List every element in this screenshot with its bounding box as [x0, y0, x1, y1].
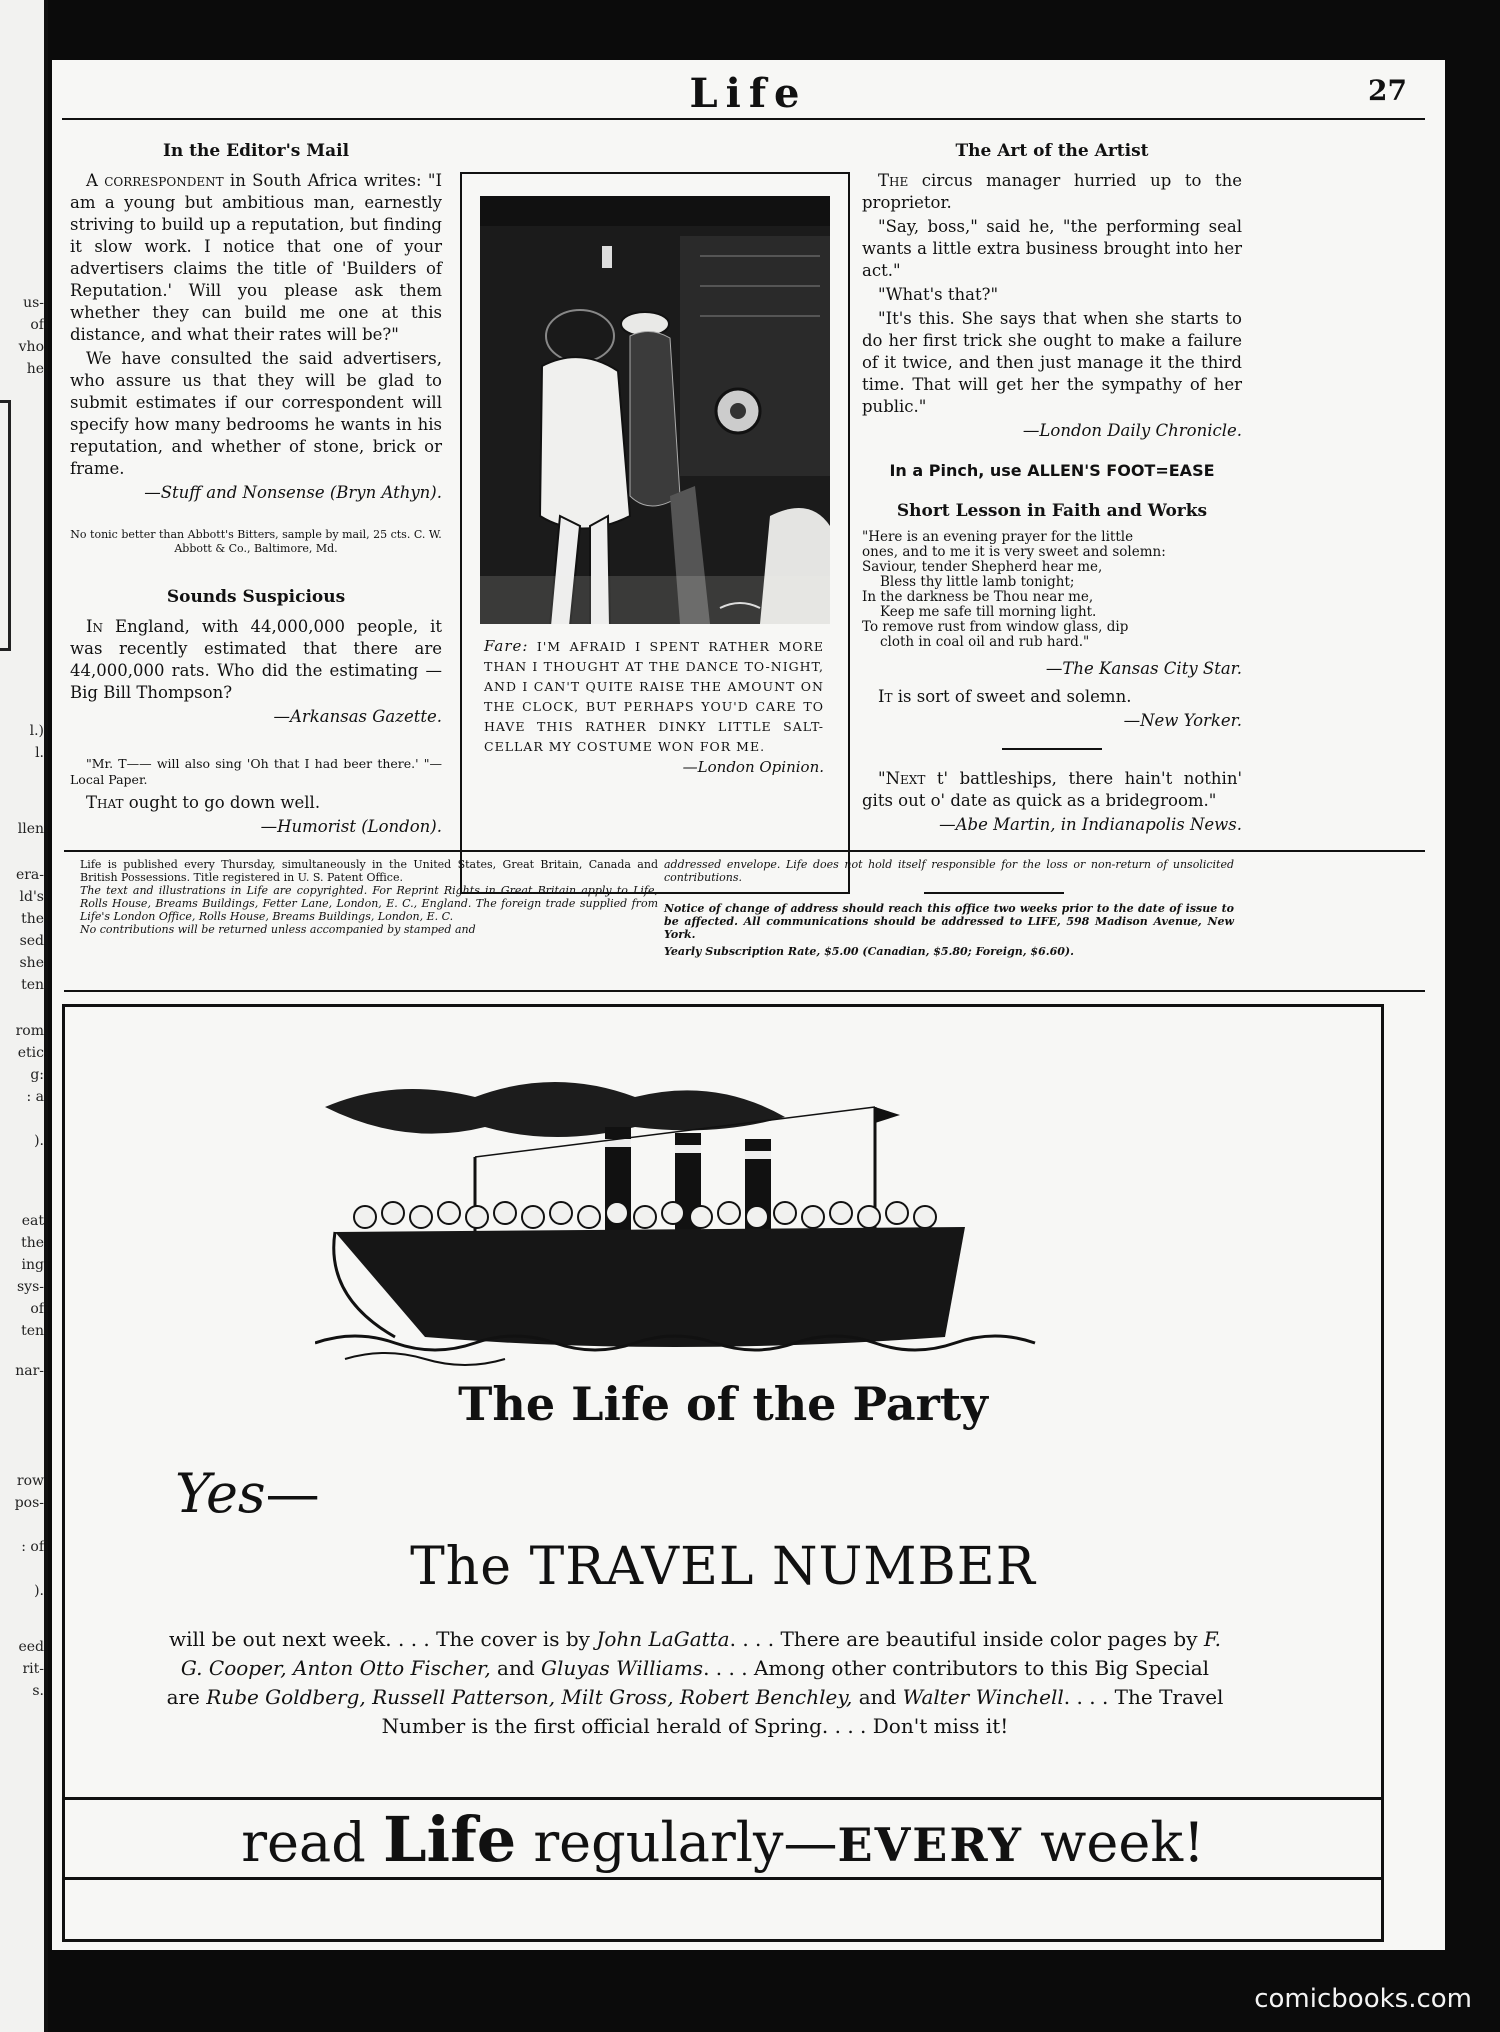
- attribution: —Stuff and Nonsense (Bryn Athyn).: [144, 483, 442, 502]
- ad-body: [165, 1625, 1225, 1741]
- banner-life: Life: [382, 1803, 517, 1876]
- banner-dash: —: [783, 1811, 838, 1874]
- site-watermark: comicbooks.com: [1254, 1984, 1472, 2014]
- lead-word: In: [86, 617, 104, 636]
- travel-number-advert: [62, 1004, 1384, 1942]
- banner-read: read: [241, 1811, 383, 1874]
- left-column: [70, 140, 442, 844]
- article-title: In the Editor's Mail: [162, 141, 350, 161]
- ship-illustration: [315, 1067, 1045, 1367]
- fragment: era-: [15, 867, 44, 883]
- abbott-notice: No tonic better than Abbott's Bitters, sample by mail, 25 cts. C. W. Abbott & Co., Baltimore, Md.: [70, 528, 442, 555]
- attribution: —London Daily Chronicle.: [1022, 421, 1242, 440]
- cartoon-illustration: [480, 196, 830, 624]
- lead-word: "Next: [878, 769, 926, 788]
- article-title: Short Lesson in Faith and Works: [896, 501, 1208, 521]
- quote-line: cloth in coal oil and rub hard.": [880, 634, 1090, 650]
- border-fragment: [0, 400, 11, 651]
- attribution: —Abe Martin, in Indianapolis News.: [939, 815, 1242, 834]
- attribution: —Arkansas Gazette.: [273, 707, 442, 726]
- attribution: —The Kansas City Star.: [1045, 659, 1242, 678]
- quote-line: To remove rust from window glass, dip: [862, 619, 1129, 635]
- allens-advert: In a Pinch, use ALLEN'S FOOT=EASE: [889, 461, 1215, 480]
- fragment: ten: [21, 1323, 44, 1339]
- paragraph: We have consulted the said advertisers, who assure us that they will be glad to submit estimates if our correspondent will specify how many bedrooms he wants in his reputation, and whether of stone, brick or frame.: [70, 349, 442, 478]
- paragraph-text: in South Africa writes: "I am a young but ambitious man, earnestly striving to build up a reputation, but finding it slow work. I notice that one of your advertisers claims the title of 'Builders of Reputation.' Will you please ask them whether they can build me one at this distance, and what their rates will be?": [70, 171, 443, 344]
- quote-line: Bless thy little lamb tonight;: [880, 574, 1075, 590]
- fragment: row: [16, 1473, 44, 1489]
- banner-rule: [65, 1797, 1381, 1800]
- paragraph: "What's that?": [878, 285, 999, 304]
- fragment: : a: [26, 1089, 44, 1105]
- fragment: ).: [34, 1583, 44, 1599]
- paragraph: [70, 616, 442, 704]
- ad-text: and: [852, 1685, 903, 1709]
- quote-line: In the darkness be Thou near me,: [862, 589, 1094, 605]
- subscription-rate: Yearly Subscription Rate, $5.00 (Canadian, $5.80; Foreign, $6.60).: [664, 945, 1074, 958]
- fragment: rom: [15, 1023, 44, 1039]
- fragment: l.): [29, 723, 44, 739]
- contributor: Gluyas Williams: [541, 1656, 704, 1680]
- paragraph-text: ought to go down well.: [123, 793, 321, 812]
- banner-week: week!: [1023, 1811, 1205, 1874]
- fragment: : of: [21, 1539, 44, 1555]
- lead-word: A correspondent: [86, 171, 224, 190]
- right-column: [862, 140, 1242, 842]
- fragment: the: [21, 911, 44, 927]
- prayer-quote: [862, 530, 1242, 650]
- fragment: of: [30, 317, 44, 333]
- fragment: llen: [17, 821, 44, 837]
- gutter-line: [44, 0, 48, 2032]
- yes-dash: —: [265, 1462, 320, 1525]
- paragraph: [862, 686, 1242, 708]
- banner-every: EVERY: [837, 1818, 1024, 1872]
- paragraph-text: is sort of sweet and solemn.: [892, 687, 1132, 706]
- fragment: s.: [32, 1683, 44, 1699]
- quote-line: ones, and to me it is very sweet and solemn:: [862, 544, 1166, 560]
- article-title: The Art of the Artist: [955, 141, 1149, 161]
- quote-line: Saviour, tender Shepherd hear me,: [862, 559, 1103, 575]
- notice-rule: [64, 990, 1425, 992]
- attribution: —Humorist (London).: [260, 817, 442, 836]
- notice-paragraph: addressed envelope. Life does not hold itself responsible for the loss or non-return of unsolicited contributions.: [664, 858, 1234, 884]
- fragment: ld's: [19, 889, 44, 905]
- paragraph-text: t' battleships, there hain't nothin' gits out o' date as quick as a bridegroom.": [862, 769, 1242, 810]
- caption-text: I'M AFRAID I SPENT RATHER MORE THAN I THOUGHT AT THE DANCE TO-NIGHT, AND I CAN'T QUITE RAISE THE AMOUNT ON THE CLOCK, BUT PERHAPS YOU'D CARE TO HAVE THIS RATHER DINKY LITTLE SALT-CELLAR MY COSTUME WON FOR ME.: [484, 639, 824, 754]
- fragment: the: [21, 1235, 44, 1251]
- lead-word: That: [86, 793, 124, 812]
- quote-line: "Here is an evening prayer for the little: [862, 529, 1134, 545]
- cartoon-caption: [484, 636, 824, 777]
- notice-paragraph: No contributions will be returned unless accompanied by stamped and: [80, 923, 476, 936]
- fragment: eed: [18, 1639, 44, 1655]
- fragment: ing: [21, 1257, 44, 1273]
- page-number: 27: [1368, 74, 1407, 107]
- contributor: Walter Winchell: [902, 1685, 1064, 1709]
- contributor: John LaGatta: [596, 1627, 730, 1651]
- adjacent-page-strip: [0, 0, 48, 2032]
- masthead: Life: [689, 70, 808, 117]
- notice-rule: [64, 850, 1425, 852]
- notice-paragraph: Life is published every Thursday, simultaneously in the United States, Great Britain, Canada and British Possessions. Title registered in U. S. Patent Office.: [80, 858, 658, 884]
- ad-headline: The Life of the Party: [458, 1377, 988, 1431]
- read-life-banner: [65, 1803, 1381, 1876]
- ad-text: will be out next week. . . . The cover is by: [169, 1627, 597, 1651]
- banner-regularly: regularly: [516, 1811, 784, 1874]
- fragment: vho: [18, 339, 44, 355]
- notice-paragraph: Notice of change of address should reach this office two weeks prior to the date of issue to be affected. All communications should be addressed to LIFE, 598 Madison Avenue, New York.: [664, 902, 1234, 941]
- notice-paragraph: The text and illustrations in Life are copyrighted. For Reprint Rights in Great Britain apply to Life, Rolls House, Breams Buildings, Fetter Lane, London, E. C., England. The foreign trade supplied from Life's London Office, Rolls House, Breams Buildings, London, E. C.: [80, 884, 658, 923]
- lead-word: It: [878, 687, 893, 706]
- paragraph: [862, 170, 1242, 214]
- attribution: —New Yorker.: [1123, 711, 1242, 730]
- ad-text: . . . . Among other contributors to this Big Special are: [166, 1656, 1210, 1709]
- ad-text: and: [490, 1656, 542, 1680]
- fragment: ).: [34, 1133, 44, 1149]
- fragment: sys-: [16, 1279, 44, 1295]
- ad-yes: [175, 1462, 320, 1525]
- contributor: F. G. Cooper, Anton Otto Fischer,: [180, 1627, 1221, 1680]
- article-title: Sounds Suspicious: [166, 587, 346, 607]
- fragment: ten: [21, 977, 44, 993]
- fragment: pos-: [14, 1495, 44, 1511]
- publication-notice-right: [664, 858, 1234, 958]
- fragment: sed: [19, 933, 44, 949]
- header-rule: [62, 118, 1425, 120]
- fragment: she: [19, 955, 44, 971]
- paragraph-text: circus manager hurried up to the proprietor.: [862, 171, 1242, 212]
- fragment: etic: [17, 1045, 44, 1061]
- paragraph: [862, 768, 1242, 812]
- fragment: l.: [35, 745, 44, 761]
- ad-text: . . . . The Travel Number is the first official herald of Spring. . . . Don't miss it!: [381, 1685, 1224, 1738]
- travel-number-title: The TRAVEL NUMBER: [410, 1537, 1036, 1597]
- fragment: nar-: [15, 1363, 44, 1379]
- lead-word: The: [878, 171, 909, 190]
- fragment: he: [26, 361, 44, 377]
- paragraph-text: England, with 44,000,000 people, it was recently estimated that there are 44,000,000 rats. Who did the estimating —Big Bill Thompson?: [70, 617, 442, 702]
- fragment: g:: [30, 1067, 44, 1083]
- ad-text: . . . . There are beautiful inside color pages by: [729, 1627, 1204, 1651]
- publication-notice-left: [80, 858, 658, 936]
- paragraph: "It's this. She says that when she starts to do her first trick she ought to make a failure of it twice, and then just manage it the third time. That will get her the sympathy of her public.": [862, 309, 1242, 416]
- quote: "Mr. T—— will also sing 'Oh that I had beer there.' "—Local Paper.: [70, 756, 442, 787]
- magazine-page: [52, 60, 1445, 1950]
- fragment: eat: [21, 1213, 44, 1229]
- fragment: us-: [23, 295, 44, 311]
- paragraph: [70, 792, 442, 814]
- banner-rule: [65, 1877, 1381, 1880]
- notice-divider: [924, 892, 1064, 894]
- fragment: rit-: [22, 1661, 44, 1677]
- quote-line: Keep me safe till morning light.: [880, 604, 1097, 620]
- caption-speaker: Fare:: [484, 637, 529, 655]
- paragraph: "Say, boss," said he, "the performing seal wants a little extra business brought into her act.": [862, 217, 1242, 280]
- cartoon-panel: [460, 172, 850, 894]
- section-divider: [1002, 748, 1102, 750]
- yes-word: Yes: [175, 1462, 266, 1525]
- fragment: of: [30, 1301, 44, 1317]
- contributor: Rube Goldberg, Russell Patterson, Milt Gross, Robert Benchley,: [206, 1685, 853, 1709]
- paragraph: [70, 170, 442, 346]
- page-header: [52, 60, 1445, 120]
- caption-source: —London Opinion.: [682, 758, 824, 776]
